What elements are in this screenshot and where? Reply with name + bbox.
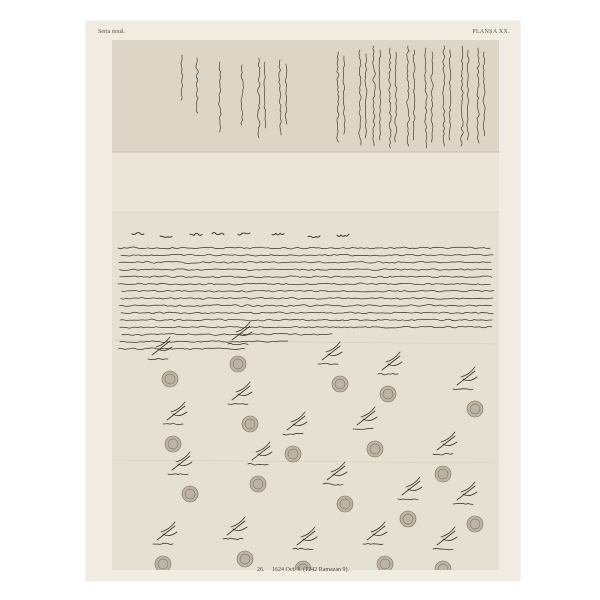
- plate-header: PLANȘA XX.: [472, 29, 510, 35]
- series-header: Seria nouă.: [98, 29, 125, 35]
- seal-icon: [400, 511, 416, 527]
- upper-fold: [112, 40, 499, 152]
- seal-icon: [367, 441, 383, 457]
- seal-icon: [250, 476, 266, 492]
- seal-icon: [182, 486, 198, 502]
- seal-icon: [242, 416, 258, 432]
- seal-icon: [332, 376, 348, 392]
- plate-number: 26.: [257, 567, 265, 573]
- seal-icon: [230, 356, 246, 372]
- seal-icon: [165, 436, 181, 452]
- document-photo-svg: [112, 40, 499, 570]
- seal-icon: [162, 371, 178, 387]
- seal-icon: [467, 401, 483, 417]
- plate-caption: [86, 567, 520, 573]
- document-photograph: [112, 40, 499, 570]
- seal-icon: [435, 466, 451, 482]
- seal-icon: [380, 386, 396, 402]
- lower-fold: [112, 212, 499, 570]
- seal-icon: [285, 446, 301, 462]
- plate-date: 1624 Oct. 3. (1242 Ramazan 9).: [272, 567, 349, 573]
- seal-icon: [467, 516, 483, 532]
- printed-page: [86, 21, 520, 581]
- seal-icon: [337, 496, 353, 512]
- seal-icon: [237, 551, 253, 567]
- middle-fold: [112, 152, 499, 212]
